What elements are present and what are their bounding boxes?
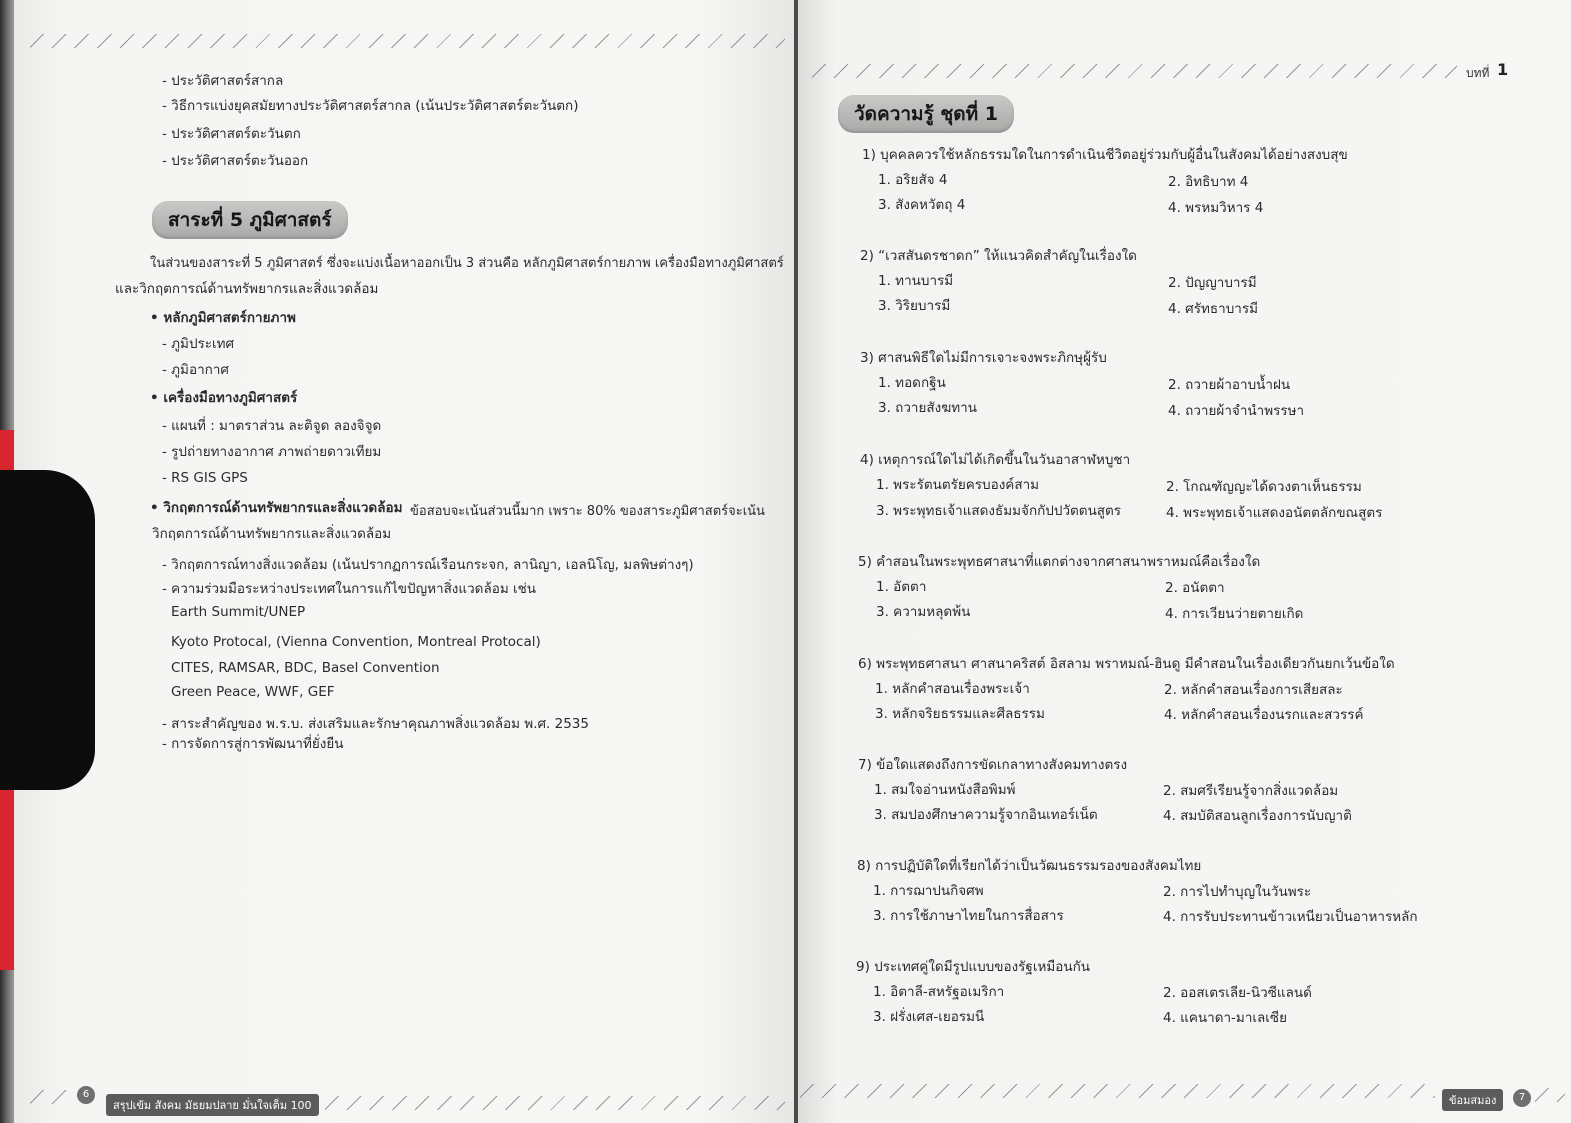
choice: 3. วิริยบารมี <box>878 298 951 314</box>
intro-item: - ประวัติศาสตร์สากล <box>162 73 284 89</box>
question-text: 8) การปฏิบัติใดที่เรียกได้ว่าเป็นวัฒนธรรมรองของสังคมไทย <box>857 858 1202 874</box>
question-text: 2) “เวสสันดรชาดก” ให้แนวคิดสำคัญในเรื่องใด <box>860 248 1137 264</box>
choice: 3. การใช้ภาษาไทยในการสื่อสาร <box>873 908 1064 924</box>
choice: 4. พรหมวิหาร 4 <box>1168 200 1264 216</box>
chapter-label: บทที่ <box>1466 66 1490 80</box>
choice: 4. สมบัติสอนลูกเรื่องการนับญาติ <box>1163 808 1352 824</box>
section-title: สาระที่ 5 ภูมิศาสตร์ <box>152 201 348 239</box>
choice: 4. ศรัทธาบารมี <box>1168 301 1259 317</box>
question-text: 5) คำสอนในพระพุทธศาสนาที่แตกต่างจากศาสนาพราหมณ์คือเรื่องใด <box>858 554 1261 570</box>
top-hatch-left <box>30 34 785 48</box>
question-text: 4) เหตุการณ์ใดไม่ได้เกิดขึ้นในวันอาสาฬหบูชา <box>860 452 1131 468</box>
page-number-left: 6 <box>77 1086 95 1104</box>
choice: 2. สมศรีเรียนรู้จากสิ่งแวดล้อม <box>1163 783 1339 799</box>
paragraph-line-1: ในส่วนของสาระที่ 5 ภูมิศาสตร์ ซึ่งจะแบ่งเนื้อหาออกเป็น 3 ส่วนคือ หลักภูมิศาสตร์กายภาพ เครื่องมือทางภูมิศาสตร์ <box>150 256 784 271</box>
choice: 1. อริยสัจ 4 <box>878 172 948 188</box>
paragraph-line-2: และวิกฤตการณ์ด้านทรัพยากรและสิ่งแวดล้อม <box>115 281 379 297</box>
choice: 2. หลักคำสอนเรื่องการเสียสละ <box>1164 682 1343 698</box>
choice: 3. ความหลุดพ้น <box>876 604 971 620</box>
bottom-hatch-right-b <box>1535 1088 1565 1102</box>
intro-item: - วิธีการแบ่งยุคสมัยทางประวัติศาสตร์สากล (เน้นประวัติศาสตร์ตะวันตก) <box>162 98 579 114</box>
heading-environment-line2: วิกฤตการณ์ด้านทรัพยากรและสิ่งแวดล้อม <box>152 526 392 542</box>
agreement-item: CITES, RAMSAR, BDC, Basel Convention <box>171 660 440 676</box>
list-item: - รูปถ่ายทางอากาศ ภาพถ่ายดาวเทียม <box>162 444 382 460</box>
choice: 2. โกณฑัญญะได้ดวงตาเห็นธรรม <box>1166 479 1362 495</box>
page-number-right: 7 <box>1513 1089 1531 1107</box>
choice: 2. ถวายผ้าอาบน้ำฝน <box>1168 377 1291 393</box>
choice: 3. สังคหวัตถุ 4 <box>878 197 966 213</box>
choice: 1. อิตาลี-สหรัฐอเมริกา <box>873 984 1005 1000</box>
list-item: - วิกฤตการณ์ทางสิ่งแวดล้อม (เน้นปรากฏการณ์เรือนกระจก, ลานิญา, เอลนิโญ, มลพิษต่างๆ) <box>162 557 694 573</box>
bottom-hatch-right-a <box>800 1084 1435 1098</box>
question-text: 1) บุคคลควรใช้หลักธรรมใดในการดำเนินชีวิตอยู่ร่วมกับผู้อื่นในสังคมได้อย่างสงบสุข <box>862 147 1348 163</box>
agreement-item: Kyoto Protocal, (Vienna Convention, Montreal Protocal) <box>171 634 541 650</box>
choice: 1. สมใจอ่านหนังสือพิมพ์ <box>874 782 1016 798</box>
choice: 1. อัตตา <box>876 579 927 595</box>
choice: 4. การรับประทานข้าวเหนียวเป็นอาหารหลัก <box>1163 909 1418 925</box>
question-text: 3) ศาสนพิธีใดไม่มีการเจาะจงพระภิกษุผู้รับ <box>860 350 1107 366</box>
choice: 2. ออสเตรเลีย-นิวซีแลนด์ <box>1163 985 1312 1001</box>
heading-physical-geography: • หลักภูมิศาสตร์กายภาพ <box>150 310 296 326</box>
choice: 4. แคนาดา-มาเลเซีย <box>1163 1010 1287 1026</box>
list-item: - ภูมิอากาศ <box>162 362 229 378</box>
agreement-item: Earth Summit/UNEP <box>171 604 306 620</box>
quiz-title: วัดความรู้ ชุดที่ 1 <box>838 95 1014 133</box>
chapter-number: 1 <box>1497 60 1509 79</box>
agreement-item: Green Peace, WWF, GEF <box>171 684 335 700</box>
choice: 4. พระพุทธเจ้าแสดงอนัตตลักขณสูตร <box>1166 505 1383 521</box>
question-text: 9) ประเทศคู่ใดมีรูปแบบของรัฐเหมือนกัน <box>856 959 1091 975</box>
choice: 1. ทอดกฐิน <box>878 375 946 391</box>
choice: 1. พระรัตนตรัยครบองค์สาม <box>876 477 1040 493</box>
black-object-occlusion <box>0 470 95 790</box>
choice: 1. การฌาปนกิจศพ <box>873 883 984 899</box>
footer-section-label: ข้อมสมอง <box>1442 1089 1503 1111</box>
choice: 1. ทานบารมี <box>878 273 954 289</box>
choice: 2. การไปทำบุญในวันพระ <box>1163 884 1312 900</box>
list-item: - การจัดการสู่การพัฒนาที่ยั่งยืน <box>162 736 344 752</box>
question-text: 7) ข้อใดแสดงถึงการขัดเกลาทางสังคมทางตรง <box>858 757 1128 773</box>
list-item: - RS GIS GPS <box>162 470 248 486</box>
choice: 2. อิทธิบาท 4 <box>1168 174 1249 190</box>
choice: 4. ถวายผ้าจำนำพรรษา <box>1168 403 1305 419</box>
choice: 2. ปัญญาบารมี <box>1168 275 1257 291</box>
choice: 4. หลักคำสอนเรื่องนรกและสวรรค์ <box>1164 707 1364 723</box>
choice: 3. หลักจริยธรรมและศีลธรรม <box>875 706 1045 722</box>
choice: 1. หลักคำสอนเรื่องพระเจ้า <box>875 681 1030 697</box>
bottom-hatch-left-a <box>30 1090 70 1104</box>
question-text: 6) พระพุทธศาสนา ศาสนาคริสต์ อิสลาม พราหมณ์-ฮินดู มีคำสอนในเรื่องเดียวกันยกเว้นข้อใด <box>858 656 1395 672</box>
list-item: - ภูมิประเทศ <box>162 336 235 352</box>
choice: 3. พระพุทธเจ้าแสดงธัมมจักกัปปวัตตนสูตร <box>876 503 1122 519</box>
choice: 2. อนัตตา <box>1165 580 1225 596</box>
intro-item: - ประวัติศาสตร์ตะวันออก <box>162 153 309 169</box>
heading-environment-crisis: • วิกฤตการณ์ด้านทรัพยากรและสิ่งแวดล้อม <box>150 500 403 516</box>
choice: 3. ถวายสังฆทาน <box>878 400 977 416</box>
choice: 3. สมปองศึกษาความรู้จากอินเทอร์เน็ต <box>874 807 1098 823</box>
heading-environment-note: ข้อสอบจะเน้นส่วนนี้มาก เพราะ 80% ของสาระภูมิศาสตร์จะเน้น <box>410 504 765 519</box>
top-hatch-right <box>812 64 1457 78</box>
list-item: - ความร่วมมือระหว่างประเทศในการแก้ไขปัญหาสิ่งแวดล้อม เช่น <box>162 581 537 597</box>
choice: 3. ฝรั่งเศส-เยอรมนี <box>873 1009 985 1025</box>
footer-book-title: สรุปเข้ม สังคม มัธยมปลาย มั่นใจเต็ม 100 <box>106 1094 319 1116</box>
heading-geography-tools: • เครื่องมือทางภูมิศาสตร์ <box>150 390 298 406</box>
list-item: - แผนที่ : มาตราส่วน ละติจูด ลองจิจูด <box>162 418 382 434</box>
list-item: - สาระสำคัญของ พ.ร.บ. ส่งเสริมและรักษาคุณภาพสิ่งแวดล้อม พ.ศ. 2535 <box>162 716 589 732</box>
intro-item: - ประวัติศาสตร์ตะวันตก <box>162 126 301 142</box>
choice: 4. การเวียนว่ายตายเกิด <box>1165 606 1304 622</box>
bottom-hatch-left-b <box>325 1096 785 1110</box>
